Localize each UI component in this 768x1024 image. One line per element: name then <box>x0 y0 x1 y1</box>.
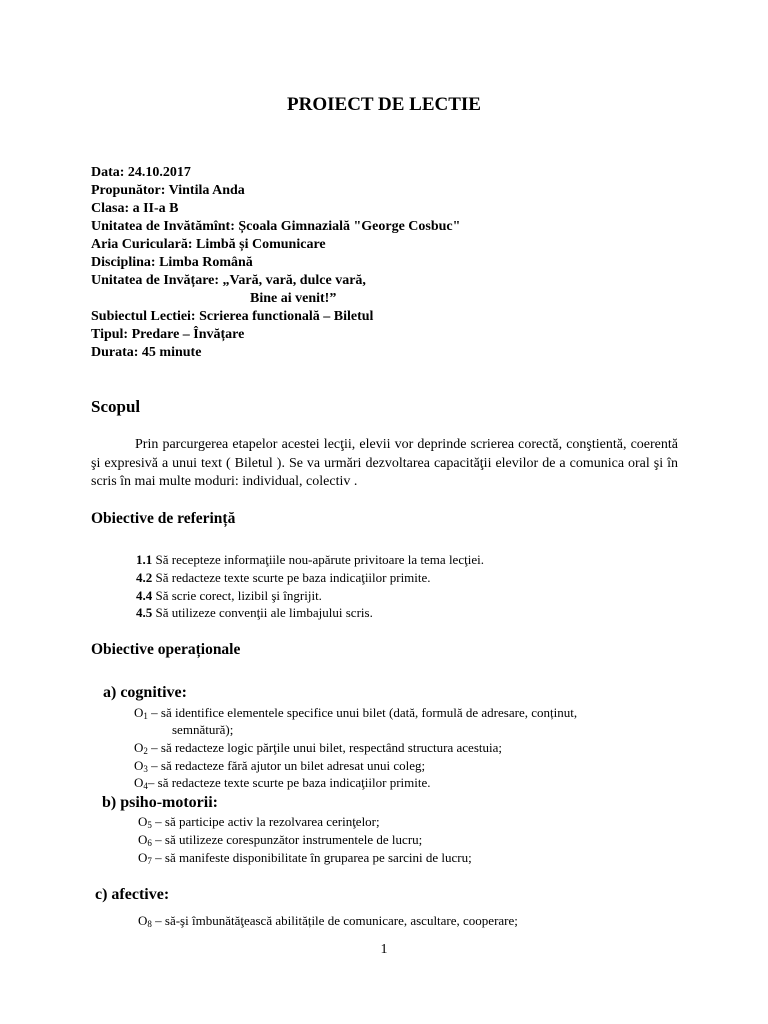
objective-letter: O <box>138 832 148 847</box>
meta-school: Unitatea de Invătămînt: Școala Gimnazială "George Cosbuc" <box>91 219 461 234</box>
operational-objective-cont <box>172 721 233 738</box>
objective-letter: O <box>138 814 148 829</box>
objective-text: Să redacteze texte scurte pe baza indicaţiilor primite. <box>152 570 431 585</box>
objective-text: – să redacteze fără ajutor un bilet adresat unui coleg; <box>147 758 426 773</box>
objective-letter: O <box>134 705 144 720</box>
objective-index: 4 <box>143 781 148 791</box>
page-title: PROIECT DE LECTIE <box>287 94 481 115</box>
meta-learning-unit-cont: Bine ai venit!” <box>250 291 337 306</box>
objective-text: – să manifeste disponibilitate în gruparea pe sarcini de lucru; <box>151 850 472 865</box>
objective-code: 4.4 <box>136 588 153 603</box>
meta-learning-unit: Unitatea de Invățare: „Vară, vară, dulce vară, <box>91 273 366 288</box>
meta-date: Data: 24.10.2017 <box>91 165 191 180</box>
objective-text: – să redacteze logic părţile unui bilet, respectând structura acestuia; <box>147 740 502 755</box>
meta-discipline: Disciplina: Limba Română <box>91 255 253 270</box>
objective-code: 1.1 <box>136 552 153 567</box>
objective-index: 1 <box>143 711 148 721</box>
objective-text: – să-şi îmbunătăţească abilitățile de comunicare, ascultare, cooperare; <box>151 913 518 928</box>
page-number: 1 <box>380 942 388 957</box>
objective-text: Să scrie corect, lizibil şi îngrijit. <box>152 588 322 603</box>
objective-letter: O <box>138 913 148 928</box>
objective-index: 7 <box>147 856 152 866</box>
operational-objective <box>138 849 472 870</box>
objective-text: – să identifice elementele specifice unui bilet (dată, formulă de adresare, conținut, <box>147 705 578 720</box>
operational-objective <box>138 912 518 933</box>
meta-class: Clasa: a II-a B <box>91 201 179 216</box>
objective-index: 8 <box>147 919 152 929</box>
objective-text: – să utilizeze corespunzător instrumentele de lucru; <box>151 832 423 847</box>
scope-paragraph <box>91 436 678 492</box>
affective-label: c) afective: <box>95 886 170 903</box>
reference-objective <box>136 604 373 622</box>
objective-text: – să redacteze texte scurte pe baza indicaţiilor primite. <box>147 775 431 790</box>
objective-text: – să participe activ la rezolvarea cerinţelor; <box>151 814 380 829</box>
meta-curricular-area: Aria Curiculară: Limbă și Comunicare <box>91 237 326 252</box>
objective-text: Să utilizeze convenţii ale limbajului scris. <box>152 605 373 620</box>
reference-objective <box>136 587 322 605</box>
psychomotor-label: b) psiho-motorii: <box>102 794 218 811</box>
objective-letter: O <box>138 850 148 865</box>
objective-code: 4.5 <box>136 605 153 620</box>
reference-objectives-heading: Obiective de referință <box>91 510 236 527</box>
objective-index: 2 <box>143 746 148 756</box>
objective-index: 5 <box>147 820 152 830</box>
operational-objectives-heading: Obiective operaționale <box>91 641 241 658</box>
cognitive-label: a) cognitive: <box>103 684 187 701</box>
objective-code: 4.2 <box>136 570 153 585</box>
meta-subject: Subiectul Lectiei: Scrierea functională – Biletul <box>91 309 374 324</box>
scope-text: Prin parcurgerea etapelor acestei lecţii, elevii vor deprinde scrierea corectă, conştientă, coerentă şi expresivă a unui text ( Biletul ). Se va urmări dezvoltarea capacităţii elevilor de a comunica oral şi în scris în mai multe moduri: individual, colectiv . <box>91 437 678 489</box>
objective-letter: O <box>134 740 144 755</box>
objective-letter: O <box>134 758 144 773</box>
objective-text: Să recepteze informaţiile nou-apărute privitoare la tema lecţiei. <box>152 552 484 567</box>
meta-author: Propunător: Vintila Anda <box>91 183 245 198</box>
objective-letter: O <box>134 775 144 790</box>
operational-objective <box>134 774 431 795</box>
reference-objective <box>136 569 431 587</box>
meta-duration: Durata: 45 minute <box>91 345 202 360</box>
objective-index: 3 <box>143 764 148 774</box>
scope-heading: Scopul <box>91 397 141 416</box>
objective-text: semnătură); <box>172 722 234 737</box>
objective-index: 6 <box>147 838 152 848</box>
reference-objective <box>136 551 484 569</box>
meta-type: Tipul: Predare – Învățare <box>91 327 245 342</box>
